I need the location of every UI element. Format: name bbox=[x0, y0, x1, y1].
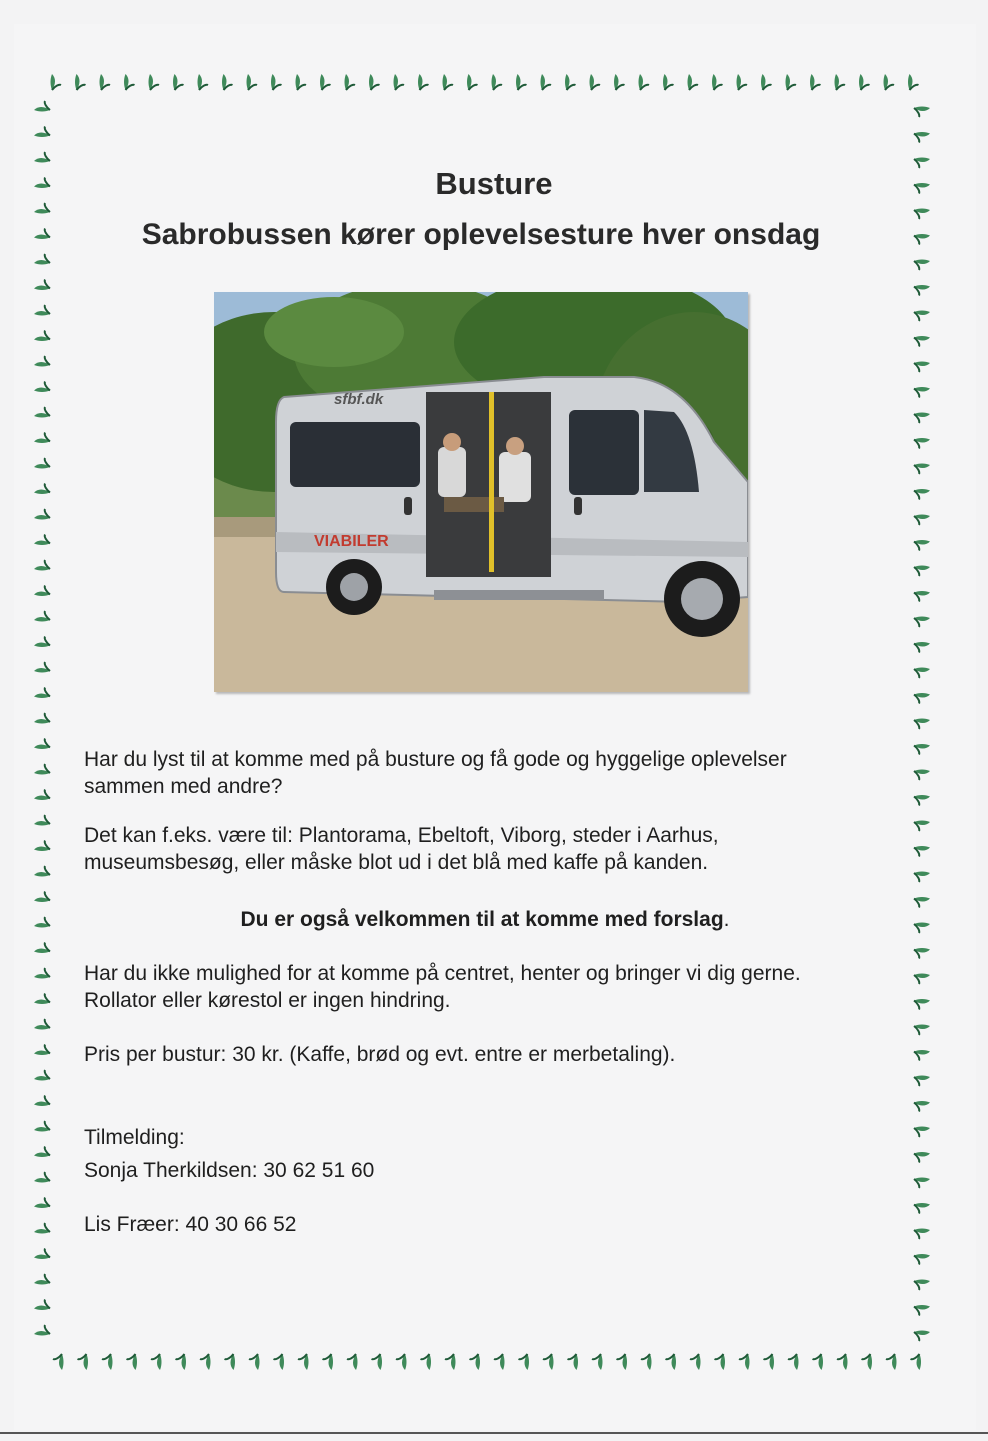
border-leaf-bottom bbox=[568, 1354, 579, 1370]
border-leaf-top bbox=[492, 74, 503, 90]
border-leaf-right bbox=[914, 948, 930, 959]
border-leaf-left bbox=[34, 280, 50, 291]
border-leaf-top bbox=[198, 74, 209, 90]
border-leaf-right bbox=[914, 336, 930, 347]
border-leaf-right bbox=[914, 999, 930, 1010]
border-leaf-left bbox=[34, 407, 50, 418]
border-leaf-left bbox=[34, 484, 50, 495]
border-leaf-top bbox=[222, 74, 233, 90]
border-leaf-top bbox=[418, 74, 429, 90]
van-logo-text: sfbf.dk bbox=[334, 391, 384, 408]
border-leaf-right bbox=[914, 795, 930, 806]
suggestions-text: Du er også velkommen til at komme med forslag bbox=[240, 908, 724, 931]
border-leaf-top bbox=[100, 74, 111, 90]
signup-contact-sonja: Sonja Therkildsen: 30 62 51 60 bbox=[84, 1159, 375, 1182]
border-leaf-top bbox=[541, 74, 552, 90]
border-leaf-right bbox=[914, 1152, 930, 1163]
border-leaf-right bbox=[914, 515, 930, 526]
border-leaf-left bbox=[34, 331, 50, 342]
border-leaf-top bbox=[786, 74, 797, 90]
border-leaf-left bbox=[34, 968, 50, 979]
border-leaf-right bbox=[914, 540, 930, 551]
border-leaf-top bbox=[639, 74, 650, 90]
border-leaf-bottom bbox=[421, 1354, 432, 1370]
border-leaf-bottom bbox=[445, 1354, 456, 1370]
border-leaf-right bbox=[914, 1331, 930, 1342]
border-leaf-bottom bbox=[176, 1354, 187, 1370]
pickup-line-2: Rollator eller kørestol er ingen hindring. bbox=[84, 989, 451, 1012]
border-leaf-right bbox=[914, 1050, 930, 1061]
border-leaf-left bbox=[34, 662, 50, 673]
border-leaf-top bbox=[737, 74, 748, 90]
border-leaf-left bbox=[34, 1019, 50, 1030]
border-leaf-top bbox=[614, 74, 625, 90]
border-leaf-left bbox=[34, 713, 50, 724]
border-leaf-top bbox=[590, 74, 601, 90]
border-leaf-top bbox=[467, 74, 478, 90]
invite-paragraph bbox=[84, 746, 894, 800]
border-leaf-left bbox=[34, 1325, 50, 1336]
border-leaf-left bbox=[34, 1300, 50, 1311]
border-leaf-left bbox=[34, 739, 50, 750]
border-leaf-left bbox=[34, 1198, 50, 1209]
border-leaf-bottom bbox=[274, 1354, 285, 1370]
border-leaf-right bbox=[914, 107, 930, 118]
border-leaf-right bbox=[914, 693, 930, 704]
border-leaf-bottom bbox=[715, 1354, 726, 1370]
border-leaf-right bbox=[914, 1178, 930, 1189]
border-leaf-right bbox=[914, 1305, 930, 1316]
border-leaf-top bbox=[565, 74, 576, 90]
border-leaf-left bbox=[34, 1249, 50, 1260]
border-leaf-bottom bbox=[764, 1354, 775, 1370]
border-leaf-top bbox=[663, 74, 674, 90]
border-leaf-right bbox=[914, 1076, 930, 1087]
border-leaf-left bbox=[34, 509, 50, 520]
border-leaf-left bbox=[34, 637, 50, 648]
border-leaf-top bbox=[810, 74, 821, 90]
border-leaf-left bbox=[34, 127, 50, 138]
border-leaf-top bbox=[247, 74, 258, 90]
border-leaf-right bbox=[914, 744, 930, 755]
border-leaf-bottom bbox=[641, 1354, 652, 1370]
border-leaf-right bbox=[914, 132, 930, 143]
border-leaf-right bbox=[914, 642, 930, 653]
border-leaf-top bbox=[859, 74, 870, 90]
border-leaf-left bbox=[34, 458, 50, 469]
border-leaf-left bbox=[34, 764, 50, 775]
border-leaf-top bbox=[712, 74, 723, 90]
border-leaf-bottom bbox=[739, 1354, 750, 1370]
signup-contact-lis: Lis Fræer: 40 30 66 52 bbox=[84, 1213, 297, 1236]
border-leaf-left bbox=[34, 1121, 50, 1132]
border-leaf-top bbox=[516, 74, 527, 90]
border-leaf-right bbox=[914, 1280, 930, 1291]
border-leaf-left bbox=[34, 892, 50, 903]
border-leaf-left bbox=[34, 535, 50, 546]
border-leaf-bottom bbox=[470, 1354, 481, 1370]
border-leaf-right bbox=[914, 311, 930, 322]
border-leaf-left bbox=[34, 866, 50, 877]
border-leaf-left bbox=[34, 356, 50, 367]
pickup-line-1: Har du ikke mulighed for at komme på centret, henter og bringer vi dig gerne. bbox=[84, 962, 801, 985]
border-leaf-right bbox=[914, 719, 930, 730]
border-leaf-left bbox=[34, 433, 50, 444]
border-leaf-bottom bbox=[372, 1354, 383, 1370]
border-leaf-left bbox=[34, 152, 50, 163]
border-leaf-top bbox=[296, 74, 307, 90]
border-leaf-right bbox=[914, 591, 930, 602]
border-leaf-top bbox=[75, 74, 86, 90]
border-leaf-bottom bbox=[543, 1354, 554, 1370]
border-leaf-bottom bbox=[519, 1354, 530, 1370]
border-leaf-left bbox=[34, 815, 50, 826]
border-leaf-bottom bbox=[347, 1354, 358, 1370]
border-leaf-top bbox=[443, 74, 454, 90]
border-leaf-left bbox=[34, 586, 50, 597]
border-leaf-left bbox=[34, 688, 50, 699]
border-leaf-right bbox=[914, 1025, 930, 1036]
border-leaf-bottom bbox=[323, 1354, 334, 1370]
border-leaf-left bbox=[34, 1147, 50, 1158]
destinations-line-1: Det kan f.eks. være til: Plantorama, Ebeltoft, Viborg, steder i Aarhus, bbox=[84, 824, 719, 847]
border-leaf-top bbox=[51, 74, 62, 90]
border-leaf-top bbox=[908, 74, 919, 90]
border-leaf-left bbox=[34, 611, 50, 622]
border-leaf-left bbox=[34, 841, 50, 852]
border-leaf-right bbox=[914, 464, 930, 475]
border-leaf-right bbox=[914, 1254, 930, 1265]
border-leaf-right bbox=[914, 617, 930, 628]
border-leaf-bottom bbox=[298, 1354, 309, 1370]
border-leaf-left bbox=[34, 994, 50, 1005]
suggestions-paragraph bbox=[0, 906, 970, 933]
border-leaf-top bbox=[688, 74, 699, 90]
minibus-photo bbox=[214, 292, 748, 692]
border-leaf-bottom bbox=[666, 1354, 677, 1370]
border-leaf-top bbox=[369, 74, 380, 90]
border-leaf-bottom bbox=[53, 1354, 64, 1370]
border-leaf-right bbox=[914, 260, 930, 271]
border-leaf-bottom bbox=[886, 1354, 897, 1370]
border-leaf-right bbox=[914, 668, 930, 679]
border-leaf-top bbox=[345, 74, 356, 90]
border-leaf-left bbox=[34, 560, 50, 571]
border-leaf-right bbox=[914, 489, 930, 500]
border-leaf-right bbox=[914, 770, 930, 781]
border-leaf-right bbox=[914, 1127, 930, 1138]
border-leaf-right bbox=[914, 285, 930, 296]
signup-heading: Tilmelding: bbox=[84, 1126, 185, 1149]
flyer-subtitle: Sabrobussen kører oplevelsesture hver onsdag bbox=[141, 218, 821, 251]
border-leaf-left bbox=[34, 1045, 50, 1056]
pickup-paragraph bbox=[84, 960, 894, 1014]
border-leaf-left bbox=[34, 101, 50, 112]
border-leaf-bottom bbox=[690, 1354, 701, 1370]
border-leaf-top bbox=[124, 74, 135, 90]
border-leaf-right bbox=[914, 821, 930, 832]
border-leaf-top bbox=[835, 74, 846, 90]
border-leaf-left bbox=[34, 1223, 50, 1234]
border-leaf-left bbox=[34, 382, 50, 393]
border-leaf-right bbox=[914, 1101, 930, 1112]
border-leaf-left bbox=[34, 1096, 50, 1107]
border-leaf-top bbox=[394, 74, 405, 90]
price-paragraph: Pris per bustur: 30 kr. (Kaffe, brød og evt. entre er merbetaling). bbox=[84, 1043, 676, 1066]
border-leaf-left bbox=[34, 1070, 50, 1081]
border-leaf-right bbox=[914, 566, 930, 577]
border-leaf-bottom bbox=[617, 1354, 628, 1370]
border-leaf-left bbox=[34, 1172, 50, 1183]
invite-line-1: Har du lyst til at komme med på busture og få gode og hyggelige oplevelser bbox=[84, 748, 787, 771]
border-leaf-right bbox=[914, 362, 930, 373]
border-leaf-bottom bbox=[151, 1354, 162, 1370]
border-leaf-top bbox=[271, 74, 282, 90]
border-leaf-top bbox=[761, 74, 772, 90]
border-leaf-bottom bbox=[249, 1354, 260, 1370]
border-leaf-right bbox=[914, 1229, 930, 1240]
border-leaf-top bbox=[320, 74, 331, 90]
border-leaf-right bbox=[914, 872, 930, 883]
border-leaf-bottom bbox=[494, 1354, 505, 1370]
border-leaf-right bbox=[914, 846, 930, 857]
destinations-line-2: museumsbesøg, eller måske blot ud i det blå med kaffe på kanden. bbox=[84, 851, 709, 874]
border-leaf-right bbox=[914, 413, 930, 424]
border-leaf-left bbox=[34, 254, 50, 265]
border-leaf-bottom bbox=[78, 1354, 89, 1370]
border-leaf-right bbox=[914, 438, 930, 449]
border-leaf-bottom bbox=[200, 1354, 211, 1370]
border-leaf-right bbox=[914, 974, 930, 985]
border-leaf-bottom bbox=[225, 1354, 236, 1370]
border-leaf-right bbox=[914, 1203, 930, 1214]
border-leaf-top bbox=[149, 74, 160, 90]
border-leaf-left bbox=[34, 305, 50, 316]
border-leaf-bottom bbox=[102, 1354, 113, 1370]
border-leaf-left bbox=[34, 203, 50, 214]
border-leaf-bottom bbox=[862, 1354, 873, 1370]
destinations-paragraph bbox=[84, 822, 894, 876]
border-leaf-bottom bbox=[788, 1354, 799, 1370]
border-leaf-left bbox=[34, 943, 50, 954]
border-leaf-bottom bbox=[911, 1354, 922, 1370]
border-leaf-bottom bbox=[127, 1354, 138, 1370]
border-leaf-bottom bbox=[837, 1354, 848, 1370]
border-leaf-bottom bbox=[396, 1354, 407, 1370]
van-side-text: VIABILER bbox=[314, 533, 389, 550]
suggestions-period: . bbox=[723, 908, 730, 931]
border-leaf-bottom bbox=[813, 1354, 824, 1370]
invite-line-2: sammen med andre? bbox=[84, 775, 283, 798]
border-leaf-bottom bbox=[592, 1354, 603, 1370]
border-leaf-right bbox=[914, 387, 930, 398]
border-leaf-top bbox=[173, 74, 184, 90]
border-leaf-left bbox=[34, 790, 50, 801]
flyer-title: Busture bbox=[435, 166, 553, 201]
border-leaf-top bbox=[884, 74, 895, 90]
border-leaf-left bbox=[34, 1274, 50, 1285]
